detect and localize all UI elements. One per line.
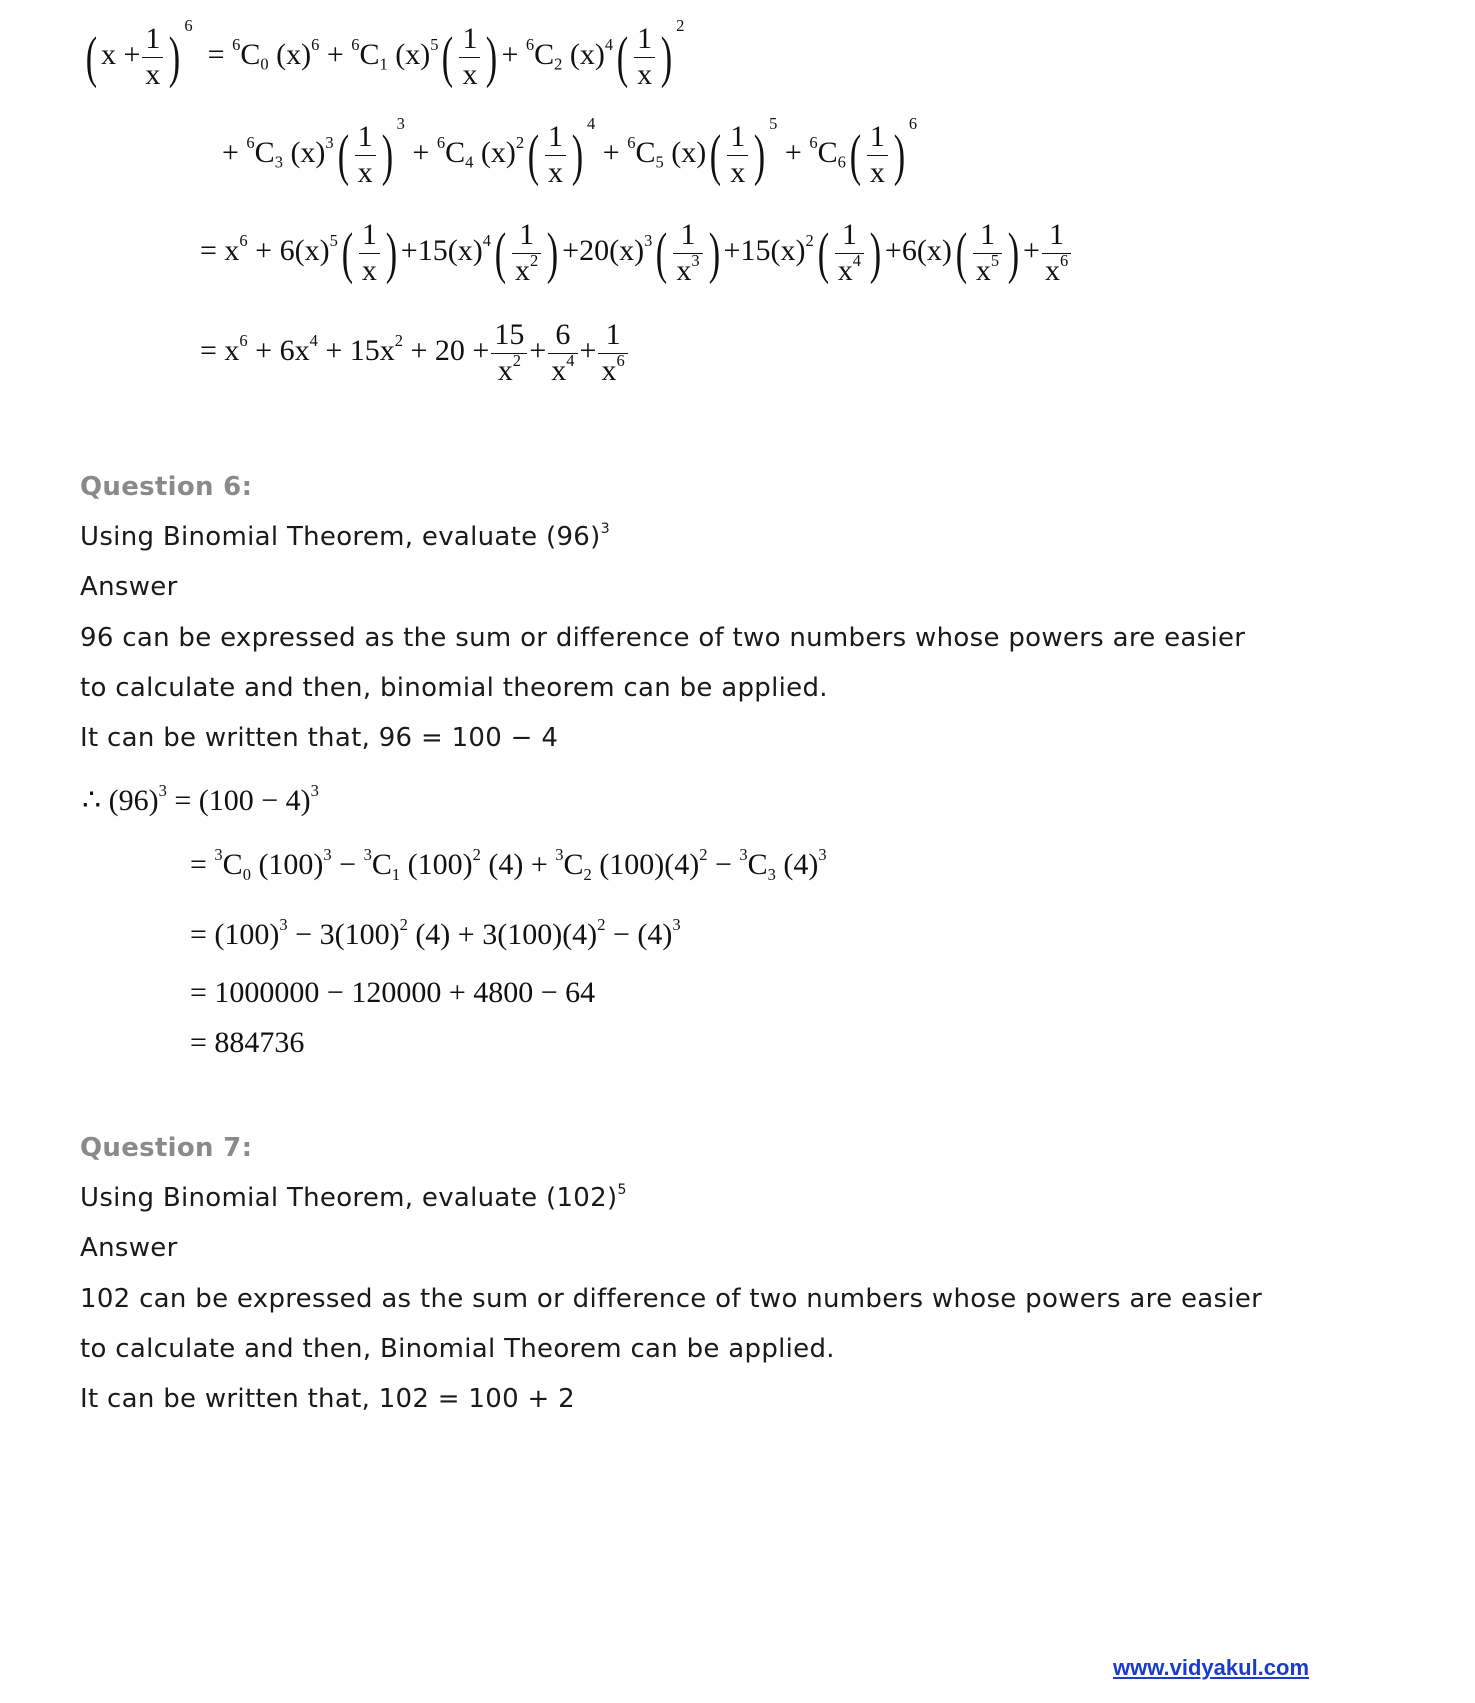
q5-expansion-line2: + $^6C_3$ $(x)^3$( $\frac{1}{x}$ ) $3 + ^6C_4$ $(x)^2$( $\frac{1}{x}$ ) $4 + ^6C_5$ (x)( $\frac{1}{x}$ ) $5 + ^6C_6$( $\frac{1}{x}$ ) 6 xyxy=(222,114,918,189)
question6-statement-text: Using Binomial Theorem, evaluate (96) xyxy=(80,522,601,552)
question7-para2: It can be written that, 102 = 100 + 2 xyxy=(80,1384,576,1414)
question6-work-line1: ∴ $(96)^3 = (100 - 4)^3$ xyxy=(82,780,319,817)
question7-heading: Question 7: xyxy=(80,1133,253,1163)
question6-heading: Question 6: xyxy=(80,472,253,502)
question6-answer-label: Answer xyxy=(80,572,178,602)
question7-statement-power: 5 xyxy=(617,1181,627,1198)
question7-para1-line1: 102 can be expressed as the sum or difference of two numbers whose powers are easier xyxy=(80,1284,1263,1314)
question6-work-line3: = $(100)^3 - 3(100)^2$ $(4) + 3(100)(4)^2 - (4)^3$ xyxy=(190,914,681,951)
question6-para2: It can be written that, 96 = 100 − 4 xyxy=(80,723,559,753)
q5-expansion-line3: = $x^6 + 6(x)^5$( $\frac{1}{x}$ ) $+15(x)^4$( $\frac{1}{x^2}$ ) $+20(x)^3$( $\frac{1}{x^3}$ ) $+15(x)^2$( $\frac{1}{x^4}$ ) +6(x)( $\frac{1}{x^5}$ ) + $\frac{1}{x^6}$ xyxy=(200,218,1073,288)
question6-work-line5: = 884736 xyxy=(190,1026,305,1059)
question6-statement xyxy=(80,522,610,552)
question6-work-line4: = 1000000 − 120000 + 4800 − 64 xyxy=(190,976,596,1009)
question7-statement-text: Using Binomial Theorem, evaluate (102) xyxy=(80,1183,618,1213)
question6-work-line2: = $^3C_0$ $(100)^3 - ^3C_1$ $(100)^2$ $(4) + ^3C_2$ $(100)(4)^2 - ^3C_3$ $(4)^3$ xyxy=(190,844,827,884)
question6-statement-power: 3 xyxy=(600,520,610,537)
question7-answer-label: Answer xyxy=(80,1233,178,1263)
question7-para1-line2: to calculate and then, Binomial Theorem can be applied. xyxy=(80,1334,835,1364)
question7-statement xyxy=(80,1183,627,1213)
footer-website-link[interactable]: www.vidyakul.com xyxy=(1113,1655,1310,1680)
q5-expansion-line1: ( x + $\frac{1}{x}$ ) $6 = ^6C_0$ $(x)^6 + ^6C_1$ $(x)^5$( $\frac{1}{x}$ ) + $^6C_2$ $(x)^4$( $\frac{1}{x}$ ) 2 xyxy=(85,16,685,91)
question6-para1-line2: to calculate and then, binomial theorem can be applied. xyxy=(80,673,828,703)
q5-expansion-line4: = $x^6 + 6x^4 + 15x^2 + 20$ + $\frac{15}{x^2}$ + $\frac{6}{x^4}$ + $\frac{1}{x^6}$ xyxy=(200,318,630,388)
question6-para1-line1: 96 can be expressed as the sum or difference of two numbers whose powers are easier xyxy=(80,623,1246,653)
